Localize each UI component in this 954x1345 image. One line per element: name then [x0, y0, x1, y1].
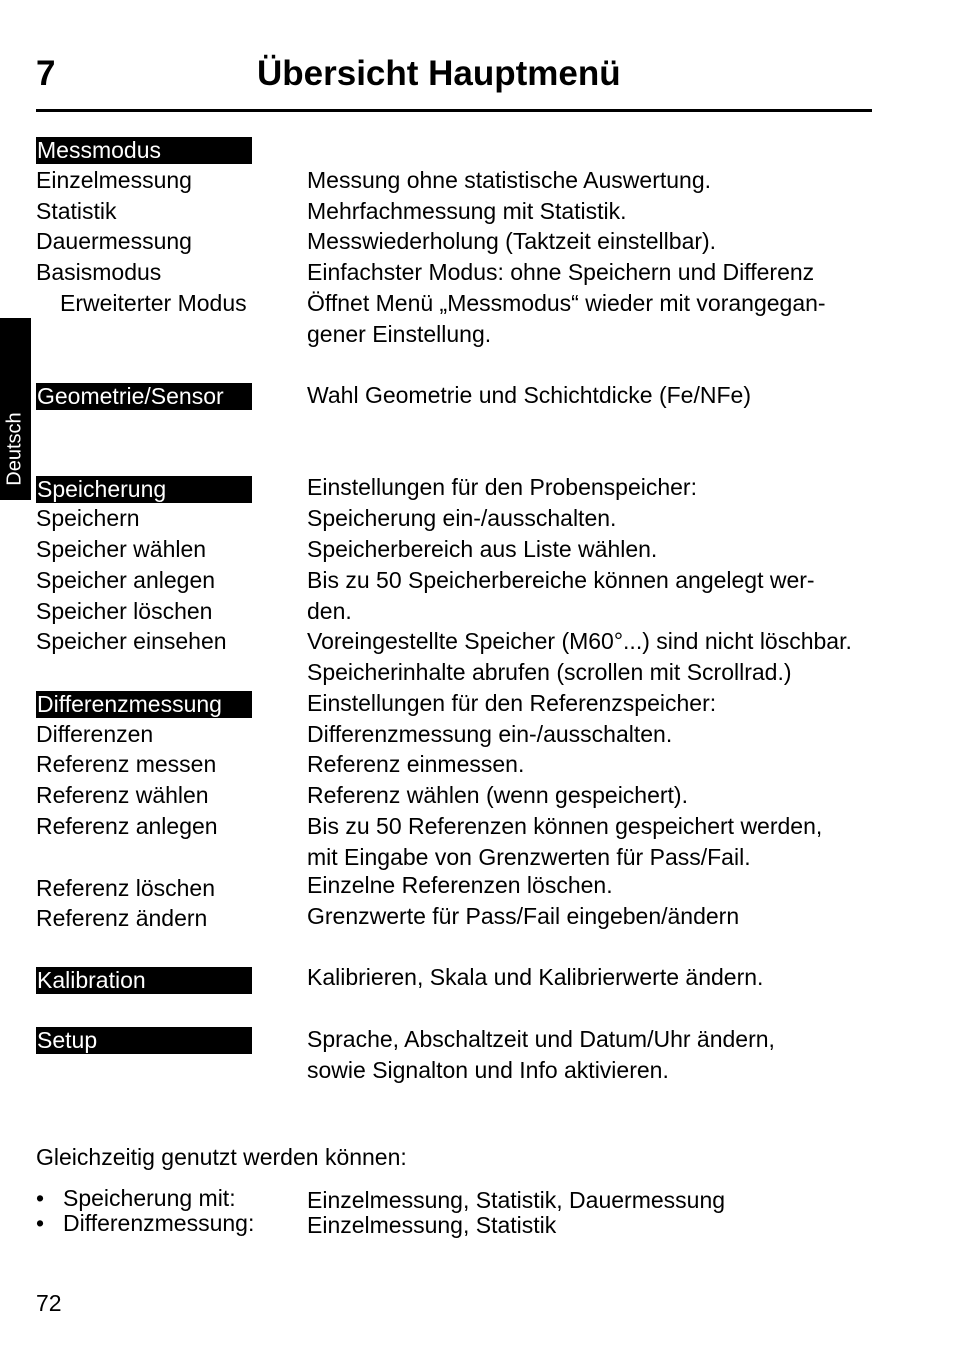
menu-item-label: Referenz löschen [36, 875, 215, 901]
section-desc-speicherung: Einstellungen für den Probenspeicher: [307, 474, 697, 500]
chapter-number: 7 [36, 54, 56, 93]
menu-item-desc: Speicherbereich aus Liste wählen. [307, 536, 658, 562]
menu-item-label: Speicher löschen [36, 598, 213, 624]
section-desc-setup: Sprache, Abschaltzeit und Datum/Uhr ändern, [307, 1026, 775, 1052]
section-heading-setup: Setup [36, 1027, 252, 1054]
menu-item-desc: Bis zu 50 Speicherbereiche können angelegt wer- [307, 567, 815, 593]
menu-item-desc: Einfachster Modus: ohne Speichern und Differenz [307, 259, 815, 285]
combined-item-label: Differenzmessung: [63, 1210, 255, 1236]
menu-item-label: Referenz anlegen [36, 813, 218, 839]
menu-item-label: Einzelmessung [36, 167, 192, 193]
section-desc-geometrie: Wahl Geometrie und Schichtdicke (Fe/NFe) [307, 382, 751, 408]
combined-item-desc: Einzelmessung, Statistik, Dauermessung [307, 1187, 726, 1213]
menu-item-desc: den. [307, 598, 352, 624]
menu-item-label: Referenz wählen [36, 782, 209, 808]
menu-item-label: Referenz ändern [36, 905, 208, 931]
menu-item-desc: Referenz einmessen. [307, 751, 525, 777]
menu-item-desc: Voreingestellte Speicher (M60°...) sind nicht löschbar. [307, 628, 852, 654]
combined-item-desc: Einzelmessung, Statistik [307, 1212, 557, 1238]
section-heading-speicherung: Speicherung [36, 476, 252, 503]
combined-intro: Gleichzeitig genutzt werden können: [36, 1144, 407, 1170]
menu-item-label: Dauermessung [36, 228, 192, 254]
section-desc-setup-continued: sowie Signalton und Info aktivieren. [307, 1057, 669, 1083]
menu-item-desc-continued: Speicherinhalte abrufen (scrollen mit Scrollrad.) [307, 659, 792, 685]
menu-item-desc: Einzelne Referenzen löschen. [307, 872, 613, 898]
section-heading-geometrie: Geometrie/Sensor [36, 383, 252, 410]
menu-item-label: Speichern [36, 505, 140, 531]
page-title: Übersicht Hauptmenü [257, 54, 621, 93]
menu-item-desc: Öffnet Menü „Messmodus“ wieder mit vorangegan- [307, 290, 826, 316]
section-heading-kalibration: Kalibration [36, 967, 252, 994]
menu-item-label: Speicher einsehen [36, 628, 227, 654]
combined-item-label: Speicherung mit: [63, 1185, 236, 1211]
menu-item-label: Erweiterter Modus [60, 290, 247, 316]
menu-item-desc-continued: gener Einstellung. [307, 321, 492, 347]
menu-item-label: Statistik [36, 198, 117, 224]
menu-item-label: Differenzen [36, 721, 154, 747]
section-heading-messmodus: Messmodus [36, 137, 252, 164]
language-side-tab-label: Deutsch [3, 412, 26, 486]
menu-item-label: Speicher anlegen [36, 567, 216, 593]
page-number: 72 [36, 1290, 62, 1316]
menu-item-label: Speicher wählen [36, 536, 207, 562]
menu-item-label: Basismodus [36, 259, 162, 285]
title-rule [36, 109, 872, 112]
menu-item-desc: Grenzwerte für Pass/Fail eingeben/ändern [307, 903, 740, 929]
menu-item-desc: Differenzmessung ein-/ausschalten. [307, 721, 673, 747]
menu-item-desc: Mehrfachmessung mit Statistik. [307, 198, 627, 224]
bullet-icon: • [36, 1185, 45, 1211]
section-desc-kalibration: Kalibrieren, Skala und Kalibrierwerte ändern. [307, 964, 764, 990]
menu-item-desc-continued: mit Eingabe von Grenzwerten für Pass/Fail. [307, 844, 751, 870]
section-heading-differenz: Differenzmessung [36, 691, 252, 718]
menu-item-desc: Messung ohne statistische Auswertung. [307, 167, 712, 193]
menu-item-desc: Referenz wählen (wenn gespeichert). [307, 782, 688, 808]
menu-item-label: Referenz messen [36, 751, 217, 777]
menu-item-desc: Bis zu 50 Referenzen können gespeichert werden, [307, 813, 823, 839]
menu-item-desc: Speicherung ein-/ausschalten. [307, 505, 617, 531]
section-desc-differenz: Einstellungen für den Referenzspeicher: [307, 690, 717, 716]
bullet-icon: • [36, 1210, 45, 1236]
menu-item-desc: Messwiederholung (Taktzeit einstellbar). [307, 228, 717, 254]
